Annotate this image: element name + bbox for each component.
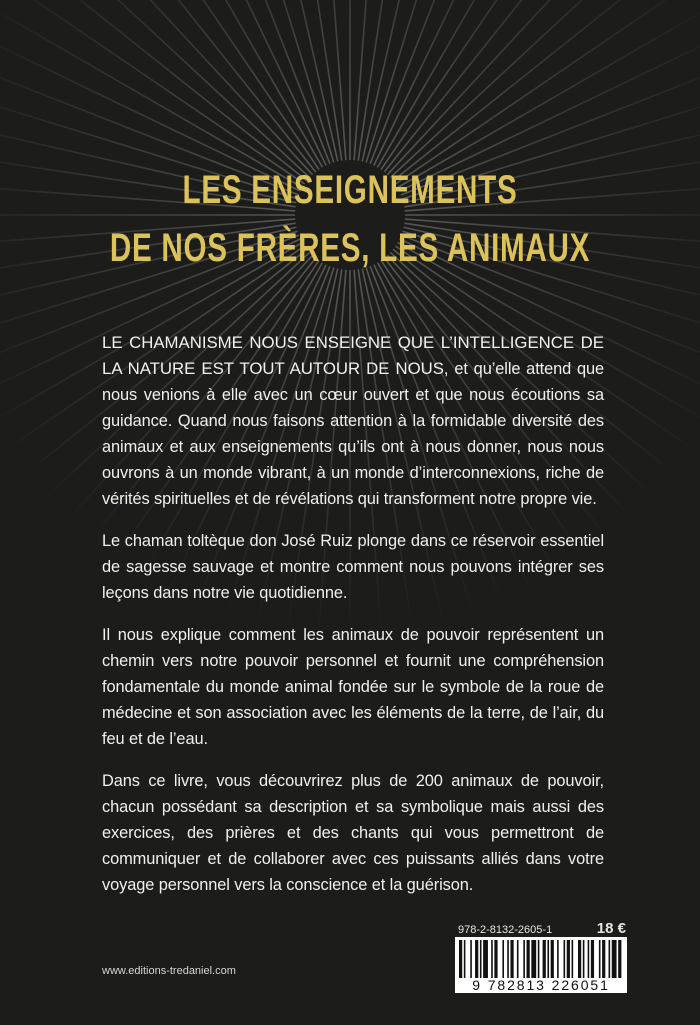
- barcode-bar: [543, 940, 546, 978]
- back-cover-text: [102, 330, 604, 914]
- price-text: 18 €: [596, 920, 626, 937]
- barcode-bar: [464, 940, 466, 978]
- barcode-bar: [531, 940, 536, 978]
- ray: [0, 0, 322, 167]
- barcode: [455, 937, 627, 993]
- ray: [0, 0, 302, 188]
- barcode-bar: [538, 940, 540, 978]
- isbn-price-row: [458, 920, 626, 937]
- barcode-bar: [527, 940, 530, 978]
- barcode-bar: [557, 940, 559, 978]
- title-line-2: DE NOS FRÈRES, LES ANIMAUX: [109, 226, 591, 270]
- barcode-bar: [494, 940, 497, 978]
- barcode-bar: [602, 940, 605, 978]
- barcode-bar: [547, 940, 549, 978]
- barcode-bar: [480, 940, 482, 978]
- paragraph-2: Le chaman toltèque don José Ruiz plonge dans ce réservoir essentiel de sagesse sauvage et montre comment nous pouvons intégrer ses leçons dans notre vie quotidienne.: [102, 532, 604, 602]
- barcode-bar: [588, 940, 590, 978]
- ray: [94, 0, 330, 164]
- paragraph-1: [102, 330, 604, 512]
- ray: [246, 0, 342, 161]
- barcode-bar: [578, 940, 581, 978]
- barcode-bar: [618, 940, 621, 978]
- isbn-text: 978-2-8132-2605-1: [458, 924, 553, 936]
- ray: [370, 0, 606, 164]
- ray: [378, 0, 700, 167]
- barcode-bar: [609, 940, 611, 978]
- barcode-bar: [599, 940, 601, 978]
- barcode-bar: [507, 940, 509, 978]
- barcode-bar: [483, 940, 488, 978]
- paragraph-1-lead: LE CHAMANISME NOUS ENSEIGNE QUE L’INTELLIGENCE DE LA NATURE EST TOUT AUTOUR DE NOUS,: [102, 333, 604, 378]
- barcode-bar: [572, 940, 574, 978]
- barcode-digits: 9 782813 226051: [472, 977, 610, 993]
- barcode-bar: [510, 940, 513, 978]
- ray: [398, 0, 700, 188]
- title-line-1: LES ENSEIGNEMENTS: [182, 168, 518, 212]
- barcode-bar: [523, 940, 525, 978]
- barcode-bar: [459, 940, 462, 978]
- barcode-bar: [475, 940, 478, 978]
- barcode-bar: [612, 940, 617, 978]
- paragraph-4: Dans ce livre, vous découvrirez plus de 200 animaux de pouvoir, chacun possédant sa description et sa symbolique mais aussi des exercices, des prières et des chants qui vous permettront de communiquer et de collaborer avec ces puissants alliés dans votre voyage personnel vers la conscience et la guérison.: [102, 772, 604, 894]
- barcode-bar: [567, 940, 570, 978]
- barcode-bars: [459, 940, 623, 978]
- barcode-bar: [470, 940, 472, 978]
- barcode-bar: [564, 940, 566, 978]
- barcode-bar: [491, 940, 493, 978]
- barcode-bar: [517, 940, 519, 978]
- barcode-bar: [551, 940, 554, 978]
- ray: [374, 0, 654, 165]
- publisher-website: www.editions-tredaniel.com: [102, 965, 236, 977]
- barcode-bar: [591, 940, 594, 978]
- barcode-bar: [502, 940, 504, 978]
- ray: [46, 0, 326, 165]
- ray: [358, 0, 454, 161]
- barcode-bar: [583, 940, 585, 978]
- paragraph-1-rest: et qu’elle attend que nous venions à elle avec un cœur ouvert et que nous écoutions sa guidance. Quand nous faisons attention à la formidable diversité des animaux et aux enseignements qu’ils ont à nous donner, nous nous ouvrons à un monde vibrant, à un monde d’interconnexions, riche de vérités spirituelles et de révélations qui transforment notre propre vie.: [102, 360, 604, 508]
- paragraph-3: Il nous explique comment les animaux de pouvoir représentent un chemin vers notre pouvoir personnel et fournit une compréhension fondamentale du monde animal fondée sur le symbole de la roue de médecine et son association avec les éléments de la terre, de l’air, du feu et de l’eau.: [102, 626, 604, 748]
